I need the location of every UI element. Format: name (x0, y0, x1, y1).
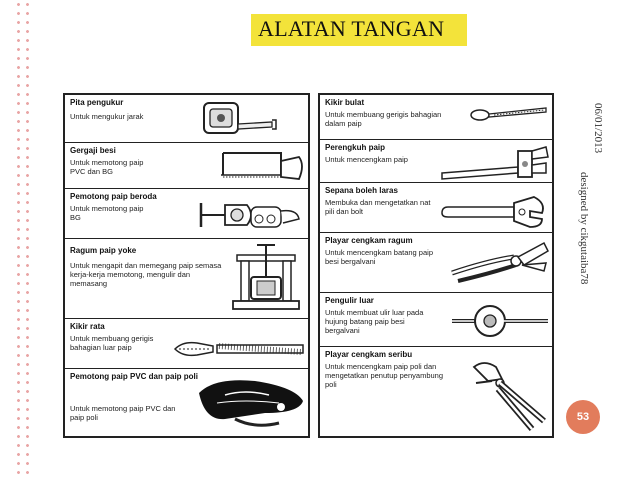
tool-card (65, 143, 308, 189)
tool-card (320, 293, 552, 347)
pipe-threader-icon (450, 299, 550, 343)
tool-name: Kikir rata (70, 322, 105, 331)
tool-card (65, 95, 308, 143)
tool-card (320, 140, 552, 183)
tool-name: Pengulir luar (325, 296, 374, 305)
tool-card (65, 189, 308, 239)
hacksaw-icon (217, 147, 307, 185)
decorative-dot-border (14, 0, 32, 479)
tools-panel-right (318, 93, 554, 438)
slide-title: ALATAN TANGAN (258, 16, 445, 41)
adjustable-spanner-icon (438, 193, 552, 229)
tape-measure-icon (200, 100, 280, 138)
tool-description: Untuk memotong paip PVC dan paip poli (70, 404, 176, 422)
tool-description: Untuk mencengkam paip poli dan mengetatkan penutup penyambung poli (325, 362, 444, 389)
tool-description: Untuk mengapit dan memegang paip semasa kerja-kerja memotong, mengulir dan memasang (70, 261, 222, 288)
tool-name: Ragum paip yoke (70, 246, 137, 255)
tool-description: Untuk mencengkam batang paip besi bergalvani (325, 248, 433, 266)
tool-card (65, 319, 308, 369)
tool-card (320, 95, 552, 140)
tool-name: Pita pengukur (70, 98, 124, 107)
tool-name: Pemotong paip PVC dan paip poli (70, 372, 199, 381)
tools-panel-left (63, 93, 310, 438)
tool-card (320, 233, 552, 293)
tool-name: Playar cengkam seribu (325, 350, 413, 359)
tool-name: Gergaji besi (70, 146, 116, 155)
tool-name: Perengkuh paip (325, 143, 386, 152)
yoke-vise-icon (229, 243, 305, 315)
tool-name: Playar cengkam ragum (325, 236, 413, 245)
tool-description: Membuka dan mengetatkan nat pili dan bolt (325, 198, 431, 216)
round-file-icon (470, 103, 550, 123)
tool-name: Pemotong paip beroda (70, 192, 157, 201)
flat-file-icon (173, 337, 307, 361)
tool-card (320, 183, 552, 233)
tool-card (320, 347, 552, 436)
tool-card (65, 239, 308, 319)
slip-joint-pliers-icon (470, 355, 552, 433)
tool-description: Untuk memotong paip PVC dan BG (70, 158, 144, 176)
tool-description: Untuk mencengkam paip (325, 155, 408, 164)
pvc-cutter-icon (195, 373, 307, 433)
tool-name: Kikir bulat (325, 98, 365, 107)
page-number-badge: 53 (566, 400, 600, 434)
slide-date: 06/01/2013 (592, 103, 604, 154)
tool-name: Sepana boleh laras (325, 186, 398, 195)
tool-description: Untuk membuang gerigis bahagian luar paip (70, 334, 154, 352)
tool-description: Untuk mengukur jarak (70, 112, 144, 121)
tool-description: Untuk membuat ulir luar pada hujung batang paip besi bergalvani (325, 308, 424, 335)
pipe-wrench-icon (438, 143, 552, 181)
tool-description: Untuk memotong paip BG (70, 204, 144, 222)
tool-card (65, 369, 308, 436)
tool-description: Untuk membuang gerigis bahagian dalam paip (325, 110, 442, 128)
locking-pliers-icon (448, 239, 552, 289)
wheel-pipe-cutter-icon (185, 193, 305, 235)
slide-credit: designed by cikgutaiba78 (578, 172, 590, 285)
